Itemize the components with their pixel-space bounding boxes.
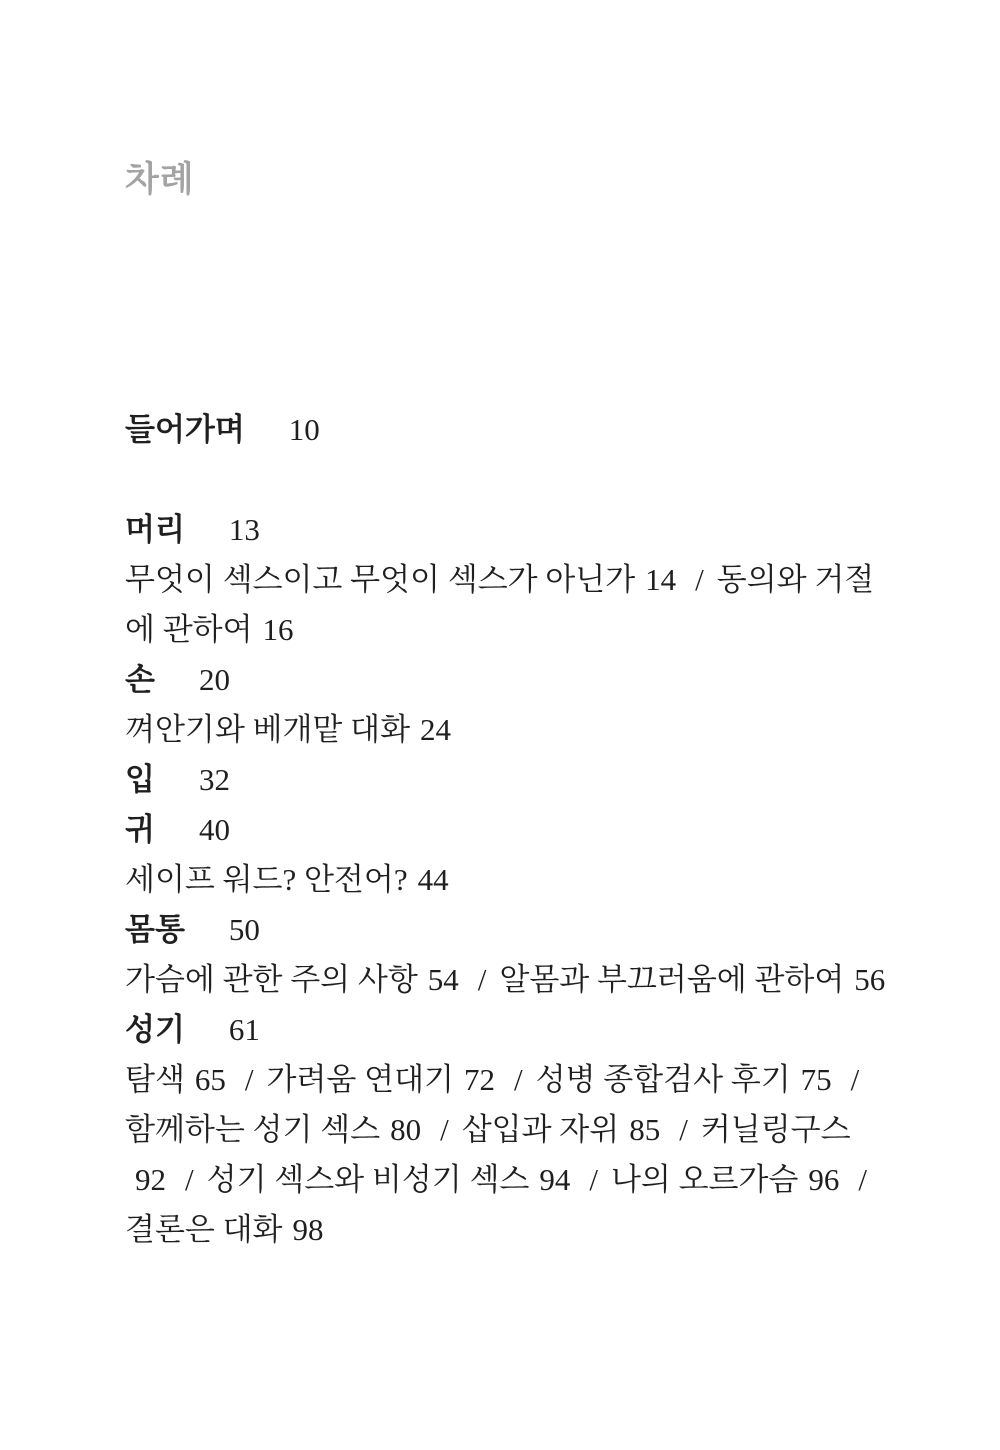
toc-heading xyxy=(125,655,887,705)
toc-section xyxy=(125,505,887,655)
toc-subitem-title: 껴안기와 베개맡 대화 xyxy=(125,712,411,747)
toc-heading xyxy=(125,1005,887,1055)
toc-subitem-title: 동의와 거절에 관하여 xyxy=(125,562,875,647)
toc-subitem-title: 성기 섹스와 비성기 섹스 xyxy=(206,1162,530,1197)
toc-heading-page: 61 xyxy=(228,1012,260,1047)
toc-subitem-title: 탐색 xyxy=(125,1062,185,1097)
toc-heading-page: 20 xyxy=(198,662,230,697)
toc-subitem-page: 72 xyxy=(463,1062,495,1097)
toc-subitem-page: 56 xyxy=(854,962,886,997)
toc-subitem-title: 가슴에 관한 주의 사항 xyxy=(125,962,418,997)
toc-heading-label: 귀 xyxy=(125,812,155,847)
subitem-separator: / xyxy=(679,1112,688,1147)
toc-subitem-page: 75 xyxy=(800,1062,832,1097)
toc-subitem-title: 커닐링구스 xyxy=(700,1112,851,1147)
toc-subitems xyxy=(125,555,887,655)
toc-section xyxy=(125,805,887,905)
toc-subitems xyxy=(125,855,887,905)
subitem-separator: / xyxy=(440,1112,449,1147)
subitem-separator: / xyxy=(477,962,487,997)
toc-subitem-page: 92 xyxy=(135,1162,166,1197)
toc-subitem-page: 96 xyxy=(808,1162,840,1197)
toc-heading-label: 몸통 xyxy=(125,912,185,947)
toc-subitem-title: 알몸과 부끄러움에 관하여 xyxy=(499,962,845,997)
toc-subitems xyxy=(125,705,887,755)
toc-section xyxy=(125,655,887,755)
toc-heading-label: 성기 xyxy=(125,1012,185,1047)
subitem-separator: / xyxy=(850,1062,860,1097)
table-of-contents xyxy=(125,405,887,1255)
subitem-separator: / xyxy=(589,1162,598,1197)
toc-subitems xyxy=(125,955,887,1005)
toc-intro-label: 들어가며 xyxy=(125,412,245,447)
toc-heading-label: 머리 xyxy=(125,512,185,547)
toc-subitem-title: 삽입과 자위 xyxy=(461,1112,620,1147)
toc-subitem-title: 성병 종합검사 후기 xyxy=(535,1062,791,1097)
toc-subitem-title: 가려움 연대기 xyxy=(266,1062,454,1097)
subitem-separator: / xyxy=(858,1162,868,1197)
toc-heading-page: 32 xyxy=(198,762,230,797)
toc-heading xyxy=(125,755,887,805)
toc-subitem-page: 65 xyxy=(194,1062,226,1097)
toc-subitem-title: 세이프 워드? 안전어? xyxy=(125,862,408,897)
subitem-separator: / xyxy=(244,1062,254,1097)
toc-sections xyxy=(125,505,887,1255)
toc-subitem-title: 나의 오르가슴 xyxy=(610,1162,799,1197)
toc-heading xyxy=(125,805,887,855)
toc-section xyxy=(125,1005,887,1255)
toc-subitem-page: 54 xyxy=(427,962,459,997)
toc-subitem-page: 44 xyxy=(417,862,449,897)
toc-subitem-title: 함께하는 성기 섹스 xyxy=(125,1112,381,1147)
toc-heading-page: 13 xyxy=(228,512,260,547)
toc-subitems xyxy=(125,1055,887,1255)
toc-heading-label: 손 xyxy=(125,662,155,697)
toc-intro-page: 10 xyxy=(288,412,320,447)
toc-heading-page: 40 xyxy=(198,812,230,847)
toc-subitem-page: 94 xyxy=(539,1162,571,1197)
toc-subitem-page: 14 xyxy=(645,562,677,597)
page-title: 차례 xyxy=(125,160,195,199)
toc-heading-label: 입 xyxy=(125,762,155,797)
toc-entry-intro xyxy=(125,405,887,455)
toc-subitem-page: 98 xyxy=(292,1212,324,1247)
toc-heading xyxy=(125,905,887,955)
toc-section xyxy=(125,755,887,805)
subitem-separator: / xyxy=(695,562,704,597)
toc-subitem-title: 무엇이 섹스이고 무엇이 섹스가 아닌가 xyxy=(125,562,636,597)
toc-subitem-page: 80 xyxy=(390,1112,422,1147)
toc-section xyxy=(125,905,887,1005)
subitem-separator: / xyxy=(185,1162,194,1197)
toc-subitem-page: 16 xyxy=(262,612,294,647)
toc-subitem-page: 24 xyxy=(420,712,452,747)
toc-subitem-page: 85 xyxy=(629,1112,661,1147)
subitem-separator: / xyxy=(513,1062,523,1097)
toc-heading-page: 50 xyxy=(228,912,260,947)
toc-subitem-title: 결론은 대화 xyxy=(125,1212,283,1247)
toc-heading xyxy=(125,505,887,555)
